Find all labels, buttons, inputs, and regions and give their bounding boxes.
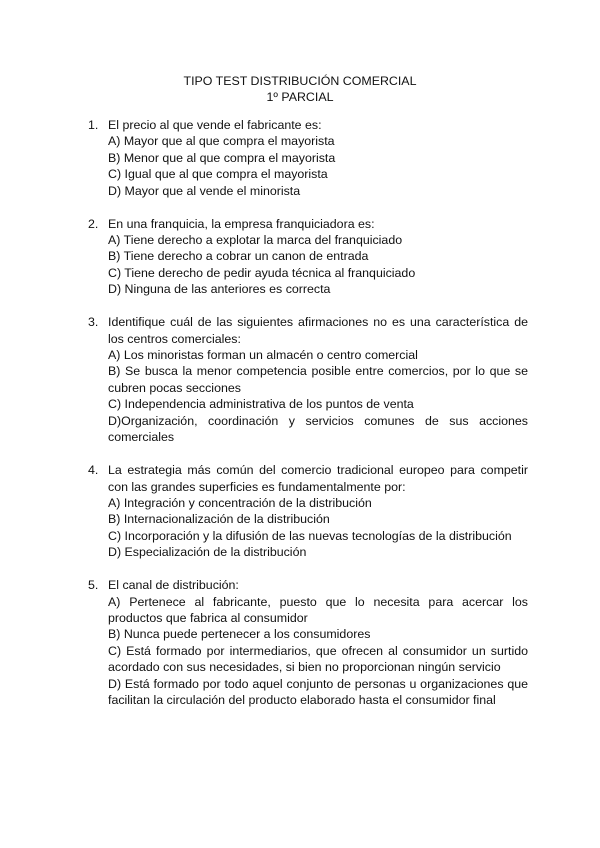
answer-option-d: D) Está formado por todo aquel conjunto de personas u organizaciones que facilitan la circulación del producto elaborado hasta el consumidor final [108,676,528,707]
answer-option-c: C) Tiene derecho de pedir ayuda técnica al franquiciado [108,265,416,280]
answer-option-d: D) Especialización de la distribución [108,545,307,560]
question-number: 4. [88,463,99,478]
answer-option-a: A) Tiene derecho a explotar la marca del franquiciado [108,233,403,248]
question-number: 5. [88,578,99,593]
question-3 [88,314,528,445]
answer-option-a: A) Integración y concentración de la distribución [108,495,372,510]
answer-option-b: B) Se busca la menor competencia posible entre comercios, por lo que se cubren pocas secciones [108,364,528,395]
document-subtitle: 1º PARCIAL [266,90,334,104]
document-header [0,73,600,105]
answer-option-c: C) Incorporación y la difusión de las nuevas tecnologías de la distribución [108,528,512,543]
question-2 [88,216,528,298]
answer-option-b: B) Nunca puede pertenecer a los consumidores [108,627,371,642]
question-text: Identifique cuál de las siguientes afirmaciones no es una característica de los centros comerciales: [108,315,528,346]
question-text: En una franquicia, la empresa franquiciadora es: [108,216,375,231]
answer-option-a: A) Pertenece al fabricante, puesto que lo necesita para acercar los productos que fabrica al consumidor [108,594,528,625]
answer-option-b: B) Menor que al que compra el mayorista [108,150,336,165]
question-text: El precio al que vende el fabricante es: [108,118,322,132]
question-5 [88,577,528,708]
question-text: El canal de distribución: [108,578,239,593]
answer-option-c: C) Igual que al que compra el mayorista [108,167,328,182]
document-title: TIPO TEST DISTRIBUCIÓN COMERCIAL [183,74,417,88]
answer-option-d: D) Ninguna de las anteriores es correcta [108,282,331,297]
question-number: 2. [88,216,99,231]
question-text: La estrategia más común del comercio tradicional europeo para competir con las grandes superficies es fundamentalmente por: [108,463,528,494]
question-1 [88,117,528,199]
question-number: 3. [88,315,99,330]
answer-option-a: A) Mayor que al que compra el mayorista [108,134,335,149]
answer-option-d: D) Mayor que al vende el minorista [108,183,301,198]
answer-option-b: B) Internacionalización de la distribución [108,512,330,527]
question-number: 1. [88,118,99,132]
answer-option-d: D)Organización, coordinación y servicios comunes de sus acciones comerciales [108,413,528,445]
answer-option-c: C) Independencia administrativa de los puntos de venta [108,397,414,412]
answer-option-b: B) Tiene derecho a cobrar un canon de entrada [108,249,369,264]
question-list [88,117,528,725]
answer-option-a: A) Los minoristas forman un almacén o centro comercial [108,348,418,363]
answer-option-c: C) Está formado por intermediarios, que ofrecen al consumidor un surtido acordado con sus necesidades, si bien no proporcionan ningún servicio [108,643,528,675]
question-4 [88,462,528,560]
